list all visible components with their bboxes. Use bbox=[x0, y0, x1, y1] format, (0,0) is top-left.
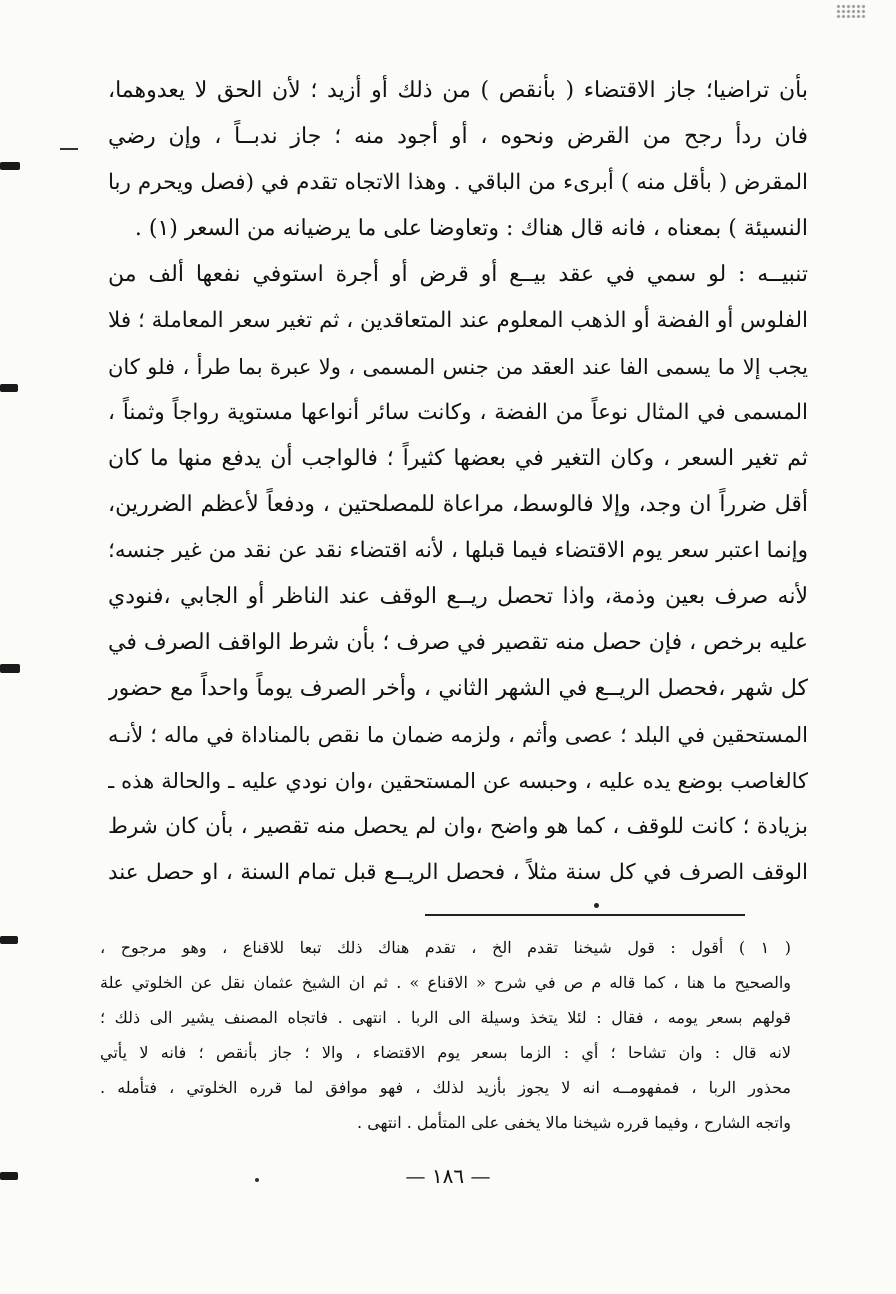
text-line: الوقف الصرف في كل سنة مثلاً ، فحصل الريــع قبل تمام السنة ، او حصل عند bbox=[108, 860, 808, 885]
text-line: المستحقين في البلد ؛ عصى وأثم ، ولزمه ضمان ما نقص بالمناداة في ماله ؛ لأنـه bbox=[108, 723, 808, 747]
scan-margin-mark bbox=[0, 664, 20, 673]
footnote-line: والصحيح ما هنا ، كما قاله م ص في شرح « الاقناع » . ثم ان الشيخ عثمان نقل عن الخلوتي علة bbox=[100, 973, 791, 992]
text-line: تنبيــه : لو سمي في عقد بيــع أو قرض أو أجرة استوفي نفعها ألف من bbox=[108, 262, 808, 287]
text-line: المسمى في المثال نوعاً من الفضة ، وكانت سائر أنواعها مستوية رواجاً وثمناً ، bbox=[108, 400, 808, 425]
divider-dot bbox=[594, 903, 599, 908]
margin-dash bbox=[60, 148, 78, 150]
footnote-line: قولهم بسعر يومه ، فقال : لئلا يتخذ وسيلة الى الربا . انتهى . فاتجاه المصنف يشير الى ذلك ؛ bbox=[100, 1008, 791, 1027]
text-line: كالغاصب بوضع يده عليه ، وحبسه عن المستحقين ،وان نودي عليه ـ والحالة هذه ـ bbox=[108, 769, 808, 793]
scan-margin-mark bbox=[0, 384, 18, 392]
page-number: — ١٨٦ — bbox=[405, 1164, 491, 1188]
text-line: يجب إلا ما يسمى الفا عند العقد من جنس المسمى ، ولا عبرة بما طرأ ، فلو كان bbox=[108, 355, 808, 379]
footnote-line: ( ١ ) أقول : قول شيخنا تقدم الخ ، تقدم هناك ذلك تبعا للاقناع ، وهو مرجوح ، bbox=[100, 938, 791, 957]
main-text bbox=[108, 68, 808, 896]
text-line: الفلوس أو الفضة أو الذهب المعلوم عند المتعاقدين ، ثم تغير سعر المعاملة ؛ فلا bbox=[108, 308, 808, 333]
footnotes bbox=[100, 930, 791, 1140]
text-line: ثم تغير السعر ، وكان التغير في بعضها كثيراً ؛ فالواجب أن يدفع منها ما كان bbox=[108, 446, 808, 471]
text-line: لأنه صرف بعين وذمة، واذا تحصل ريــع الوقف عند الناظر أو الجابي ،فنودي bbox=[108, 584, 808, 609]
text-line: عليه برخص ، فإن حصل منه تقصير في صرف ؛ بأن شرط الواقف الصرف في bbox=[108, 630, 808, 655]
text-line: فان ردأ رجح من القرض ونحوه ، أو أجود منه ؛ جاز ندبــاً ، وإن رضي bbox=[108, 124, 808, 149]
text-line: المقرض ( بأقل منه ) أبرىء من الباقي . وهذا الاتجاه تقدم في (فصل ويحرم ربا bbox=[108, 170, 808, 195]
text-line: بزيادة ؛ كانت للوقف ، كما هو واضح ،وان لم يحصل منه تقصير ، بأن كان شرط bbox=[108, 814, 808, 839]
footnote-divider bbox=[425, 914, 745, 916]
scan-speck bbox=[836, 4, 866, 18]
text-line: أقل ضرراً ان وجد، وإلا فالوسط، مراعاة للمصلحتين ، ودفعاً لأعظم الضررين، bbox=[108, 492, 808, 517]
text-line: بأن تراضيا؛ جاز الاقتضاء ( بأنقص ) من ذلك أو أزيد ؛ لأن الحق لا يعدوهما، bbox=[108, 78, 808, 103]
text-line: كل شهر ،فحصل الريــع في الشهر الثاني ، وأخر الصرف يوماً واحداً مع حضور bbox=[108, 676, 808, 701]
footnote-line: واتجه الشارح ، وفيما قرره شيخنا مالا يخفى على المتأمل . انتهى . bbox=[357, 1113, 791, 1132]
scan-margin-mark bbox=[0, 936, 18, 944]
footnote-line: لانه قال : وان تشاحا ؛ أي : الزما بسعر يوم الاقتضاء ، والا ؛ جاز بأنقص ؛ فانه لا يأتي bbox=[100, 1043, 791, 1062]
scan-margin-mark bbox=[0, 162, 20, 170]
footnote-line: محذور الربا ، فمفهومــه انه لا يجوز بأزيد لذلك ، فهو موافق لما قرره الخلوتي ، فتأمله . bbox=[100, 1078, 791, 1097]
text-line: النسيئة ) بمعناه ، فانه قال هناك : وتعاوضا على ما يرضيانه من السعر (١) . bbox=[134, 216, 808, 241]
text-line: وإنما اعتبر سعر يوم الاقتضاء فيما قبلها ، لأنه اقتضاء نقد عن نقد من غير جنسه؛ bbox=[108, 538, 808, 563]
